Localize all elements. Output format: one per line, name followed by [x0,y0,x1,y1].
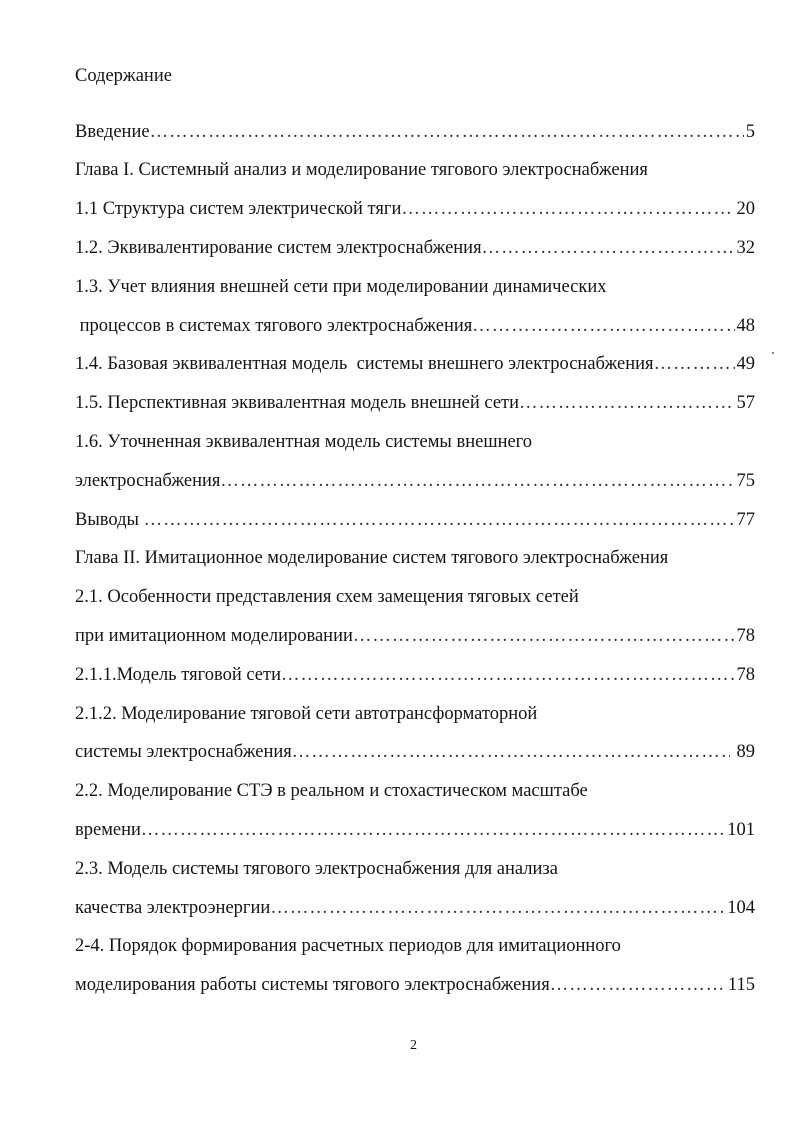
dot-leader [150,120,744,144]
dot-leader [141,818,725,842]
toc-page-number: 49 [736,354,755,374]
toc-entry [75,120,755,144]
dot-leader [401,197,734,221]
dot-leader [353,624,735,648]
toc-entry-text: 2.1.1.Модель тяговой сети [75,665,281,685]
toc-entry [75,663,755,687]
toc-entry-continued [75,702,755,726]
toc-entry-continued [75,934,755,958]
page-number-footer: 2 [410,1038,417,1053]
toc-entry-text: моделирования работы системы тягового электроснабжения [75,975,550,995]
toc-page-number: 77 [736,510,755,530]
dot-leader [270,896,725,920]
toc-entry [75,740,755,764]
dot-leader [281,663,735,687]
toc-entry-text: 1.5. Перспективная эквивалентная модель внешней сети [75,393,520,413]
toc-entry-continued [75,779,755,803]
toc-entry-text: 1.1 Структура систем электрической тяги [75,199,402,219]
toc-entry-continued [75,585,755,609]
scan-speck [772,352,774,354]
toc-page-number: 32 [736,238,755,258]
toc-entry [75,624,755,648]
toc-entry [75,896,755,920]
toc-chapter-heading [75,158,755,182]
toc-entry [75,469,755,493]
toc-entry [75,818,755,842]
toc-entry [75,197,755,221]
toc-page-number: 75 [736,471,755,491]
toc-entry-continued [75,857,755,881]
toc-entry-continued [75,430,755,454]
toc-entry [75,236,755,260]
toc-entry-text: 2.3. Модель системы тягового электроснабжения для анализа [75,859,558,879]
dot-leader [550,973,726,997]
toc-page-number: 115 [727,975,755,995]
toc-entry-text: 1.6. Уточненная эквивалентная модель системы внешнего [75,432,533,452]
dot-leader [292,740,730,764]
toc-page-number: 48 [736,316,755,336]
toc-page-number: 57 [736,393,755,413]
toc-title: Содержание [75,66,172,86]
toc-page-number: 78 [736,626,755,646]
dot-leader [519,391,734,415]
toc-entry-text: процессов в системах тягового электроснабжения [75,316,473,336]
toc-page-number: 104 [727,898,755,918]
toc-page-number: 78 [736,665,755,685]
dot-leader [144,508,735,532]
toc-entry-text: 2.1.2. Моделирование тяговой сети автотрансформаторной [75,704,538,724]
toc-entry-text: Выводы [75,510,144,530]
toc-entry-text: 2-4. Порядок формирования расчетных периодов для имитационного [75,936,621,956]
dot-leader [482,236,735,260]
toc-entry-text: 1.2. Эквивалентирование систем электроснабжения [75,238,482,258]
toc-entry [75,352,755,376]
toc-entry [75,314,755,338]
toc-entry [75,391,755,415]
toc-entry-text: Введение [75,122,150,142]
toc-entry-text: 1.3. Учет влияния внешней сети при моделировании динамических [75,277,607,297]
toc-entry-text: при имитационном моделировании [75,626,353,646]
dot-leader [472,314,734,338]
toc-page-number: 89 [731,742,755,762]
toc-entry [75,973,755,997]
toc-entry-text: системы электроснабжения [75,742,292,762]
toc-entry-text: 2.1. Особенности представления схем замещения тяговых сетей [75,587,579,607]
toc-entry-continued [75,275,755,299]
toc-entry-text: качества электроэнергии [75,898,271,918]
toc-page-number: 20 [736,199,755,219]
toc-entry-text: Глава I. Системный анализ и моделирование тягового электроснабжения [75,160,648,180]
toc-entry [75,508,755,532]
toc-entry-text: времени [75,820,141,840]
toc-entry-text: 2.2. Моделирование СТЭ в реальном и стохастическом масштабе [75,781,588,801]
toc-page-number: 101 [727,820,755,840]
dot-leader [220,469,734,493]
toc-entry-text: 1.4. Базовая эквивалентная модель системы внешнего электроснабжения [75,354,654,374]
toc-entry-text: Глава II. Имитационное моделирование систем тягового электроснабжения [75,548,669,568]
toc-entry-text: электроснабжения [75,471,221,491]
toc-page-number: 5 [745,122,755,142]
toc-chapter-heading [75,546,755,570]
dot-leader [654,352,735,376]
